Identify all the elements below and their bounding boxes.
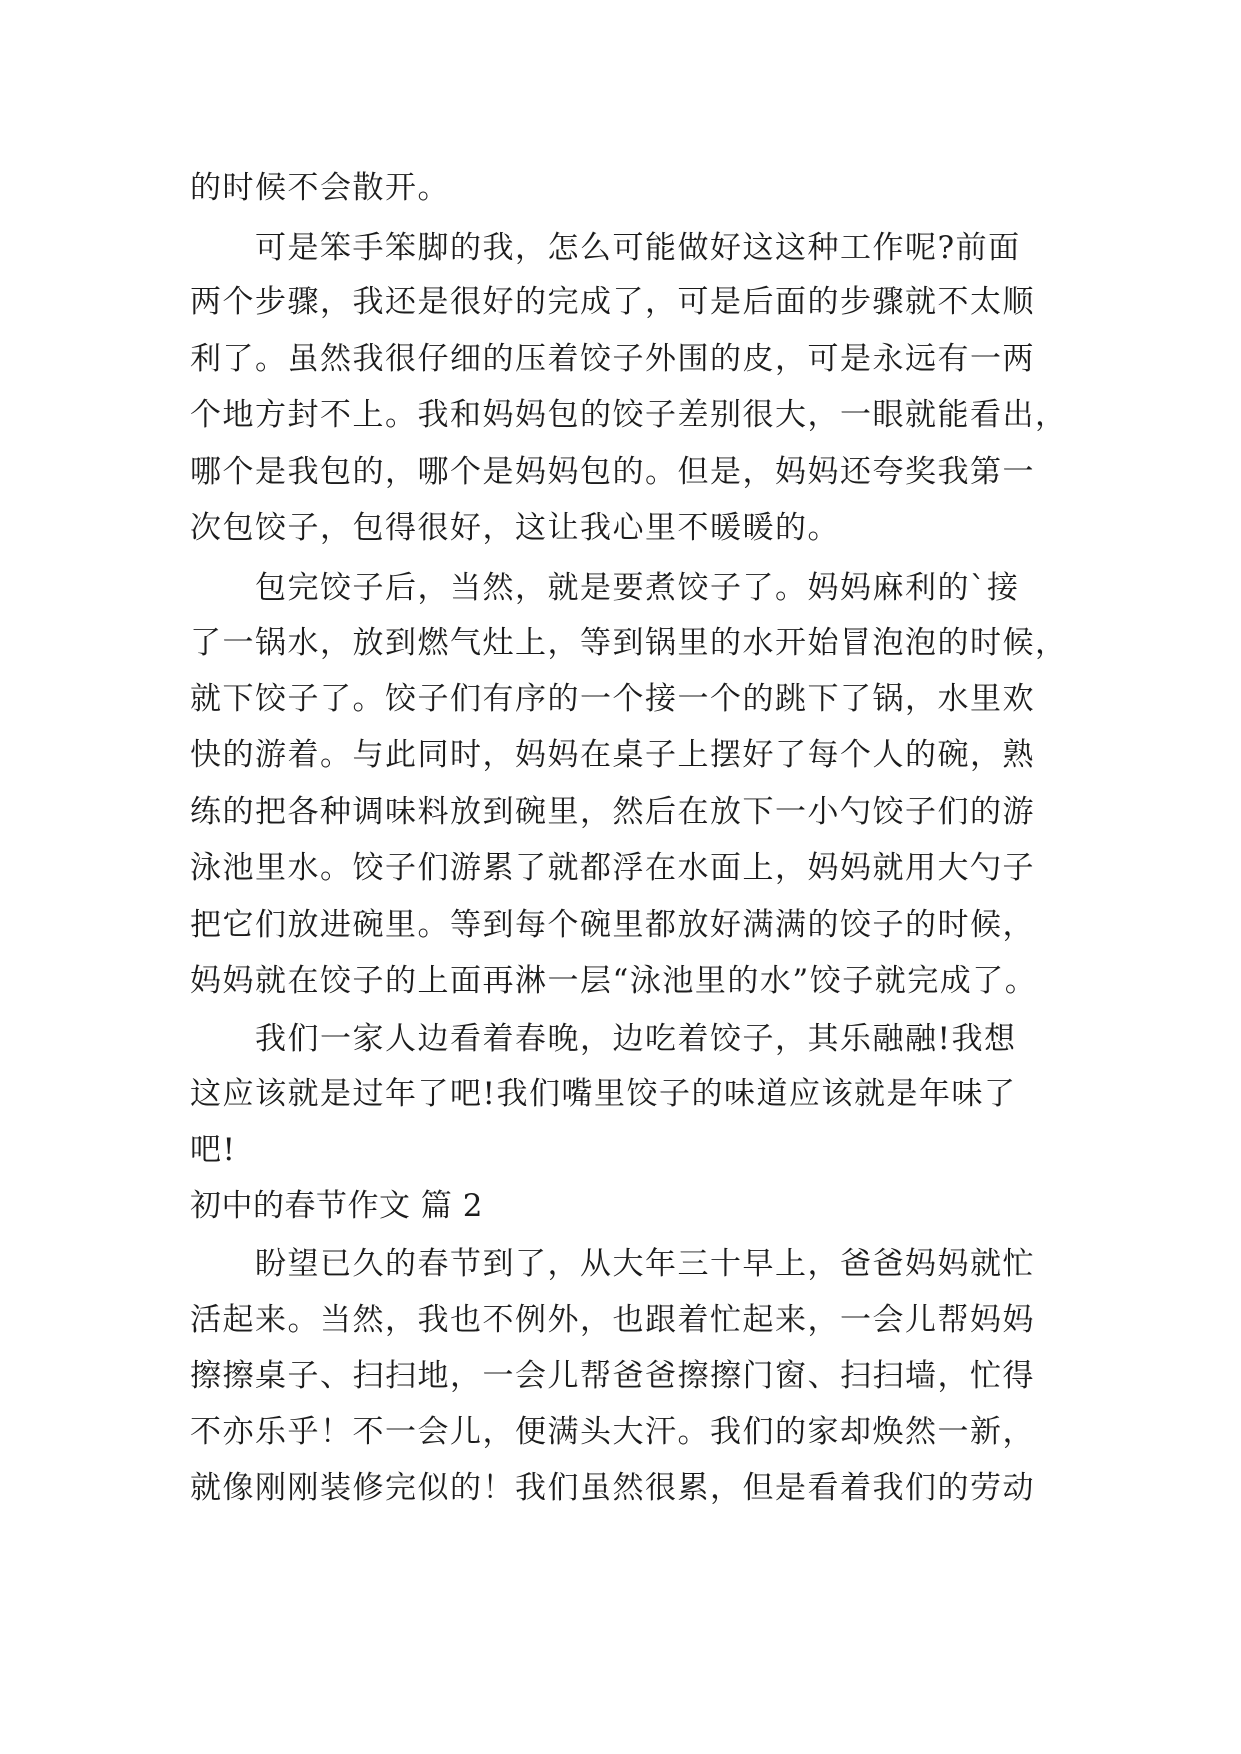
- text-line: 个地方封不上。我和妈妈包的饺子差别很大，一眼就能看出，: [190, 397, 1068, 433]
- text-line: 吧!: [190, 1132, 237, 1168]
- text-line: 次包饺子，包得很好，这让我心里不暖暖的。: [190, 510, 840, 546]
- text-line: 泳池里水。饺子们游累了就都浮在水面上，妈妈就用大勺子: [190, 850, 1035, 886]
- text-line: 利了。虽然我很仔细的压着饺子外围的皮，可是永远有一两: [190, 341, 1035, 377]
- text-line: 就像刚刚装修完似的！我们虽然很累，但是看着我们的劳动: [190, 1470, 1035, 1506]
- text-line: 两个步骤，我还是很好的完成了，可是后面的步骤就不太顺: [190, 284, 1035, 320]
- text-line: 练的把各种调味料放到碗里，然后在放下一小勺饺子们的游: [190, 794, 1035, 830]
- text-line: 的时候不会散开。: [190, 170, 450, 206]
- text-line: 妈妈就在饺子的上面再淋一层“泳池里的水”饺子就完成了。: [190, 963, 1038, 999]
- text-line: 快的游着。与此同时，妈妈在桌子上摆好了每个人的碗，熟: [190, 737, 1035, 773]
- text-line: 不亦乐乎！不一会儿，便满头大汗。我们的家却焕然一新，: [190, 1414, 1035, 1450]
- text-line: 了一锅水，放到燃气灶上，等到锅里的水开始冒泡泡的时候，: [190, 625, 1068, 661]
- text-line: 把它们放进碗里。等到每个碗里都放好满满的饺子的时候，: [190, 907, 1035, 943]
- section-heading: 初中的春节作文 篇 2: [190, 1188, 483, 1224]
- text-line: 哪个是我包的，哪个是妈妈包的。但是，妈妈还夸奖我第一: [190, 454, 1035, 490]
- text-line: 可是笨手笨脚的我，怎么可能做好这这种工作呢?前面: [255, 230, 1021, 266]
- text-line: 活起来。当然，我也不例外，也跟着忙起来，一会儿帮妈妈: [190, 1302, 1035, 1338]
- text-line: 我们一家人边看着春晚，边吃着饺子，其乐融融!我想: [255, 1021, 1017, 1057]
- text-line: 包完饺子后，当然，就是要煮饺子了。妈妈麻利的`接: [255, 570, 1020, 606]
- text-line: 擦擦桌子、扫扫地，一会儿帮爸爸擦擦门窗、扫扫墙，忙得: [190, 1358, 1035, 1394]
- text-line: 这应该就是过年了吧!我们嘴里饺子的味道应该就是年味了: [190, 1076, 1017, 1112]
- text-line: 就下饺子了。饺子们有序的一个接一个的跳下了锅，水里欢: [190, 681, 1035, 717]
- text-line: 盼望已久的春节到了，从大年三十早上，爸爸妈妈就忙: [255, 1246, 1035, 1282]
